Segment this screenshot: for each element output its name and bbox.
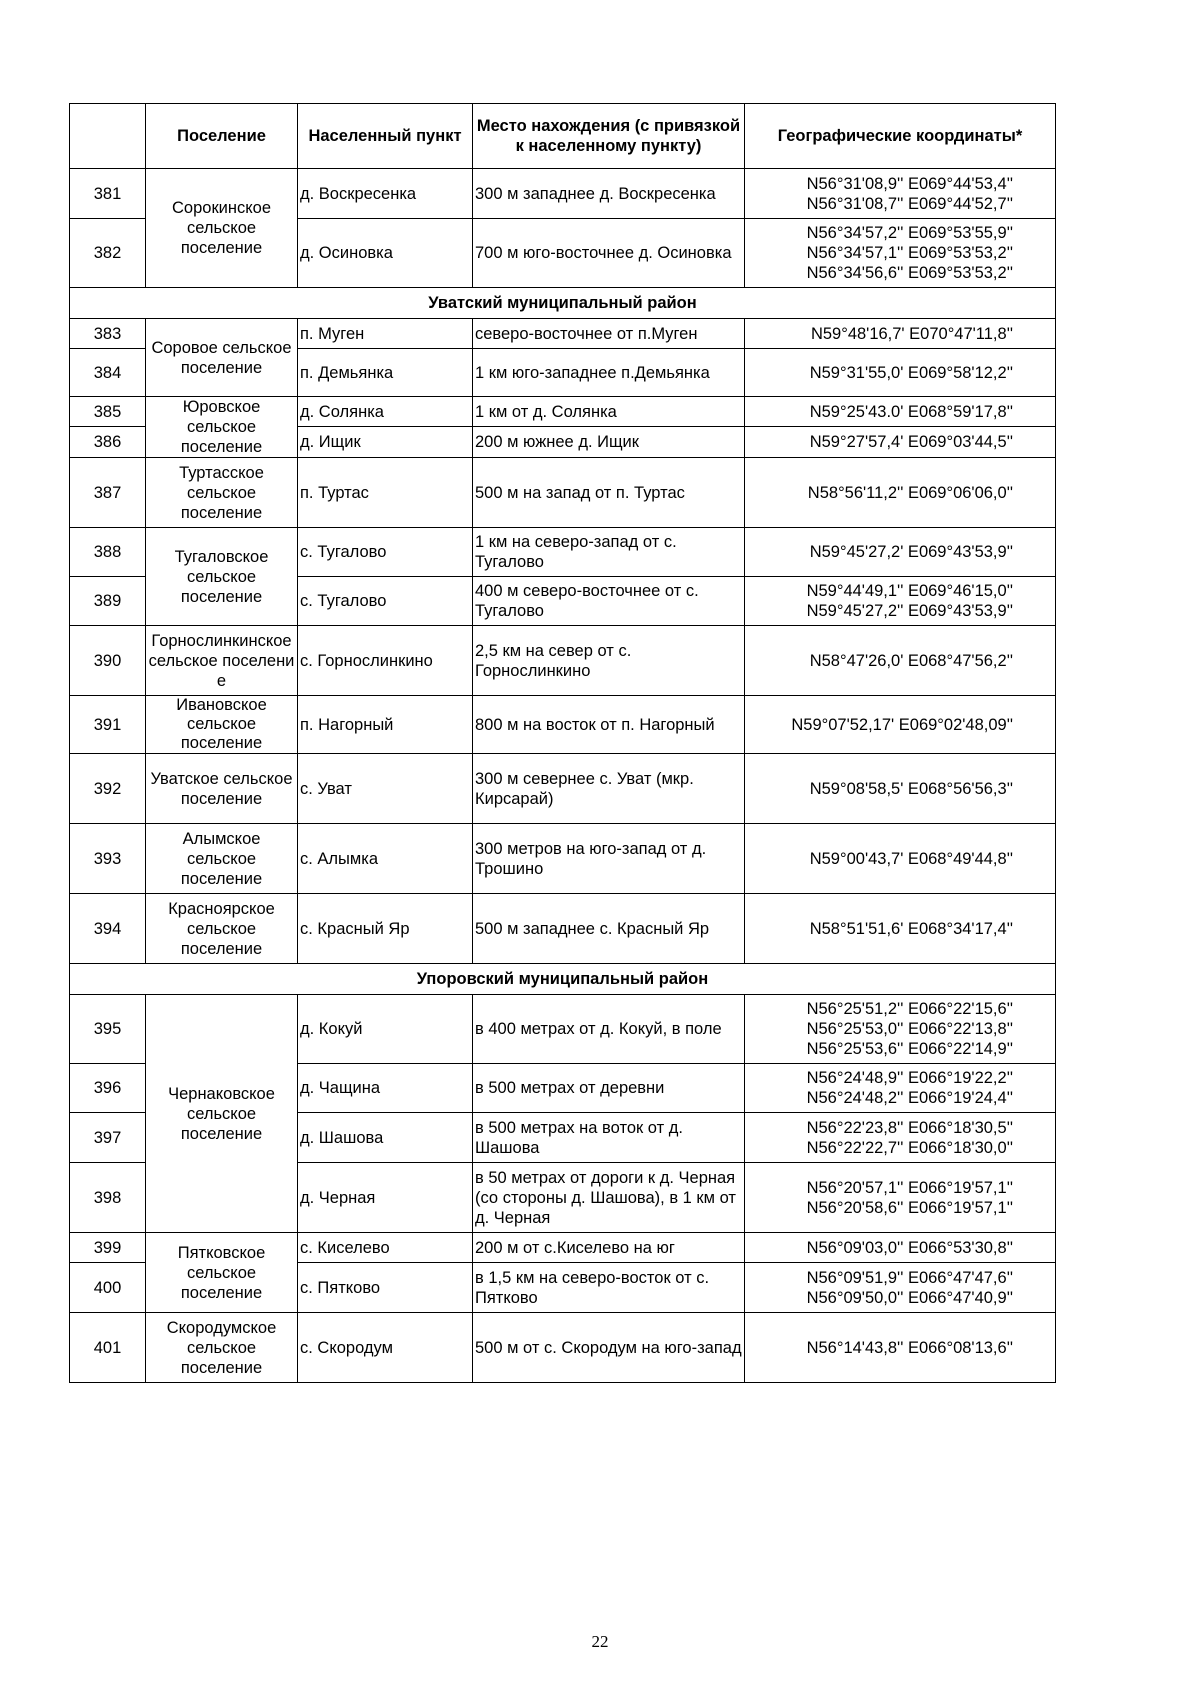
place-cell: д. Кокуй [298, 995, 473, 1064]
coord-line: N56°34'57,2'' E069°53'55,9'' [806, 224, 1013, 242]
coords-cell [745, 1313, 1056, 1383]
table-row [70, 626, 1056, 696]
coord-line: N59°07'52,17' E069°02'48,09'' [791, 715, 1013, 734]
row-number: 393 [70, 824, 146, 894]
coord-line: N56°20'57,1'' E066°19'57,1'' [806, 1178, 1013, 1197]
row-number: 391 [70, 696, 146, 754]
table-row [70, 319, 1056, 349]
location-cell: 1 км юго-западнее п.Демьянка [473, 349, 745, 397]
place-cell: д. Воскресенка [298, 169, 473, 219]
place-cell: п. Демьянка [298, 349, 473, 397]
coord-line: N56°24'48,2'' E066°19'24,4'' [806, 1089, 1013, 1107]
location-cell: 500 м от с. Скородум на юго-запад [473, 1313, 745, 1383]
coord-line: N56°24'48,9'' E066°19'22,2'' [806, 1069, 1013, 1087]
location-cell: 800 м на восток от п. Нагорный [473, 696, 745, 754]
coords-cell [745, 1163, 1056, 1233]
settlement-cell: Юровское сельское поселение [146, 397, 298, 458]
header-num [70, 104, 146, 169]
document-page [69, 103, 1055, 1383]
row-number: 386 [70, 427, 146, 458]
page-number: 22 [591, 1632, 609, 1651]
place-cell: п. Муген [298, 319, 473, 349]
coords-cell [745, 626, 1056, 696]
row-number: 399 [70, 1233, 146, 1263]
table-row [70, 824, 1056, 894]
row-number: 401 [70, 1313, 146, 1383]
row-number: 387 [70, 458, 146, 528]
coord-line: N56°34'57,1'' E069°53'53,2'' [806, 244, 1013, 262]
place-cell: с. Пятково [298, 1263, 473, 1313]
coords-cell [745, 169, 1056, 219]
place-cell: д. Ищик [298, 427, 473, 458]
coord-line: N59°48'16,7' E070°47'11,8'' [810, 324, 1013, 343]
settlement-cell: Горнослинкинское сельское поселение [146, 626, 298, 696]
table-row [70, 1313, 1056, 1383]
place-cell: п. Нагорный [298, 696, 473, 754]
district-row [70, 964, 1056, 995]
row-number: 388 [70, 528, 146, 577]
row-number: 383 [70, 319, 146, 349]
district-row [70, 288, 1056, 319]
coord-line: N56°14'43,8'' E066°08'13,6'' [806, 1338, 1013, 1357]
coord-line: N59°31'55,0' E069°58'12,2'' [809, 363, 1013, 382]
table-row [70, 894, 1056, 964]
place-cell: с. Скородум [298, 1313, 473, 1383]
coord-line: N56°09'51,9'' E066°47'47,6'' [806, 1268, 1013, 1287]
location-cell: в 500 метрах от деревни [473, 1064, 745, 1113]
table-row [70, 995, 1056, 1064]
location-cell: 2,5 км на север от с. Горнослинкино [473, 626, 745, 696]
place-cell: с. Горнослинкино [298, 626, 473, 696]
location-cell: в 500 метрах на воток от д. Шашова [473, 1113, 745, 1163]
location-cell: 1 км от д. Солянка [473, 397, 745, 427]
row-number: 400 [70, 1263, 146, 1313]
sites-table [69, 103, 1056, 1383]
location-cell: 200 м от с.Киселево на юг [473, 1233, 745, 1263]
coords-cell [745, 319, 1056, 349]
settlement-cell: Пятковское сельское поселение [146, 1233, 298, 1313]
coords-cell [745, 577, 1056, 626]
coords-cell [745, 397, 1056, 427]
coords-cell [745, 696, 1056, 754]
coord-line: N56°09'50,0'' E066°47'40,9'' [806, 1288, 1013, 1307]
location-cell: 400 м северо-восточнее от с. Тугалово [473, 577, 745, 626]
place-cell: с. Тугалово [298, 528, 473, 577]
place-cell: п. Туртас [298, 458, 473, 528]
coord-line: N59°45'27,2' E069°43'53,9'' [809, 543, 1013, 561]
district-title: Упоровский муниципальный район [70, 964, 1056, 995]
coords-cell [745, 458, 1056, 528]
coord-line: N59°44'49,1'' E069°46'15,0'' [806, 582, 1013, 600]
header-coords: Географические координаты* [745, 104, 1056, 169]
location-cell: 500 м на запад от п. Туртас [473, 458, 745, 528]
coords-cell [745, 1263, 1056, 1313]
place-cell: с. Алымка [298, 824, 473, 894]
place-cell: с. Тугалово [298, 577, 473, 626]
place-cell: с. Красный Яр [298, 894, 473, 964]
location-cell: в 400 метрах от д. Кокуй, в поле [473, 995, 745, 1064]
table-row [70, 528, 1056, 577]
coords-cell [745, 995, 1056, 1064]
row-number: 394 [70, 894, 146, 964]
row-number: 382 [70, 219, 146, 288]
row-number: 398 [70, 1163, 146, 1233]
coord-line: N56°34'56,6'' E069°53'53,2'' [806, 264, 1013, 282]
location-cell: 300 м севернее с. Уват (мкр. Кирсарай) [473, 754, 745, 824]
table-header-row [70, 104, 1056, 169]
place-cell: д. Солянка [298, 397, 473, 427]
location-cell: 300 м западнее д. Воскресенка [473, 169, 745, 219]
place-cell: д. Чащина [298, 1064, 473, 1113]
coords-cell [745, 427, 1056, 458]
row-number: 385 [70, 397, 146, 427]
settlement-cell: Красноярское сельское поселение [146, 894, 298, 964]
location-cell: 300 метров на юго-запад от д. Трошино [473, 824, 745, 894]
settlement-cell: Чернаковское сельское поселение [146, 995, 298, 1233]
coord-line: N59°00'43,7' E068°49'44,8'' [809, 849, 1013, 868]
coord-line: N58°47'26,0' E068°47'56,2'' [809, 651, 1013, 670]
coord-line: N56°31'08,7'' E069°44'52,7'' [806, 194, 1013, 213]
coord-line: N59°45'27,2'' E069°43'53,9'' [806, 602, 1013, 620]
coords-cell [745, 1233, 1056, 1263]
coord-line: N59°08'58,5' E068°56'56,3'' [809, 779, 1013, 798]
location-cell: 500 м западнее с. Красный Яр [473, 894, 745, 964]
coords-cell [745, 219, 1056, 288]
table-row [70, 1233, 1056, 1263]
coords-cell [745, 1113, 1056, 1163]
coord-line: N56°22'22,7'' E066°18'30,0'' [806, 1138, 1013, 1157]
table-row [70, 458, 1056, 528]
settlement-cell: Скородумское сельское поселение [146, 1313, 298, 1383]
header-place: Населенный пункт [298, 104, 473, 169]
coords-cell [745, 754, 1056, 824]
coord-line: N58°51'51,6' E068°34'17,4'' [809, 919, 1013, 938]
row-number: 397 [70, 1113, 146, 1163]
settlement-cell: Сорокинское сельское поселение [146, 169, 298, 288]
coord-line: N56°22'23,8'' E066°18'30,5'' [806, 1118, 1013, 1137]
coords-cell [745, 349, 1056, 397]
coord-line: N58°56'11,2'' E069°06'06,0'' [807, 483, 1013, 502]
coord-line: N56°20'58,6'' E066°19'57,1'' [806, 1198, 1013, 1217]
settlement-cell: Алымское сельское поселение [146, 824, 298, 894]
row-number: 390 [70, 626, 146, 696]
place-cell: д. Шашова [298, 1113, 473, 1163]
location-cell: 200 м южнее д. Ищик [473, 427, 745, 458]
coord-line: N56°25'51,2'' E066°22'15,6'' [806, 1000, 1013, 1018]
location-cell: 1 км на северо-запад от с. Тугалово [473, 528, 745, 577]
location-cell: в 50 метрах от дороги к д. Черная (со стороны д. Шашова), в 1 км от д. Черная [473, 1163, 745, 1233]
row-number: 395 [70, 995, 146, 1064]
location-cell: 700 м юго-восточнее д. Осиновка [473, 219, 745, 288]
coord-line: N56°31'08,9'' E069°44'53,4'' [806, 174, 1013, 193]
settlement-cell: Уватское сельское поселение [146, 754, 298, 824]
place-cell: д. Осиновка [298, 219, 473, 288]
table-row [70, 696, 1056, 754]
coords-cell [745, 894, 1056, 964]
coord-line: N59°27'57,4' E069°03'44,5'' [809, 433, 1013, 451]
coords-cell [745, 1064, 1056, 1113]
settlement-cell: Ивановское сельское поселение [146, 696, 298, 754]
coord-line: N56°25'53,0'' E066°22'13,8'' [806, 1020, 1013, 1038]
header-location: Место нахождения (с привязкой к населенному пункту) [473, 104, 745, 169]
table-row [70, 169, 1056, 219]
coords-cell [745, 824, 1056, 894]
location-cell: в 1,5 км на северо-восток от с. Пятково [473, 1263, 745, 1313]
row-number: 384 [70, 349, 146, 397]
table-row [70, 754, 1056, 824]
row-number: 381 [70, 169, 146, 219]
coord-line: N56°09'03,0'' E066°53'30,8'' [806, 1238, 1013, 1257]
row-number: 392 [70, 754, 146, 824]
row-number: 396 [70, 1064, 146, 1113]
table-row [70, 397, 1056, 427]
place-cell: с. Киселево [298, 1233, 473, 1263]
district-title: Уватский муниципальный район [70, 288, 1056, 319]
settlement-cell: Соровое сельское поселение [146, 319, 298, 397]
place-cell: д. Черная [298, 1163, 473, 1233]
coord-line: N59°25'43.0' E068°59'17,8'' [809, 402, 1013, 421]
header-settlement: Поселение [146, 104, 298, 169]
row-number: 389 [70, 577, 146, 626]
place-cell: с. Уват [298, 754, 473, 824]
coord-line: N56°25'53,6'' E066°22'14,9'' [806, 1040, 1013, 1058]
coords-cell [745, 528, 1056, 577]
location-cell: северо-восточнее от п.Муген [473, 319, 745, 349]
settlement-cell: Туртасское сельское поселение [146, 458, 298, 528]
settlement-cell: Тугаловское сельское поселение [146, 528, 298, 626]
